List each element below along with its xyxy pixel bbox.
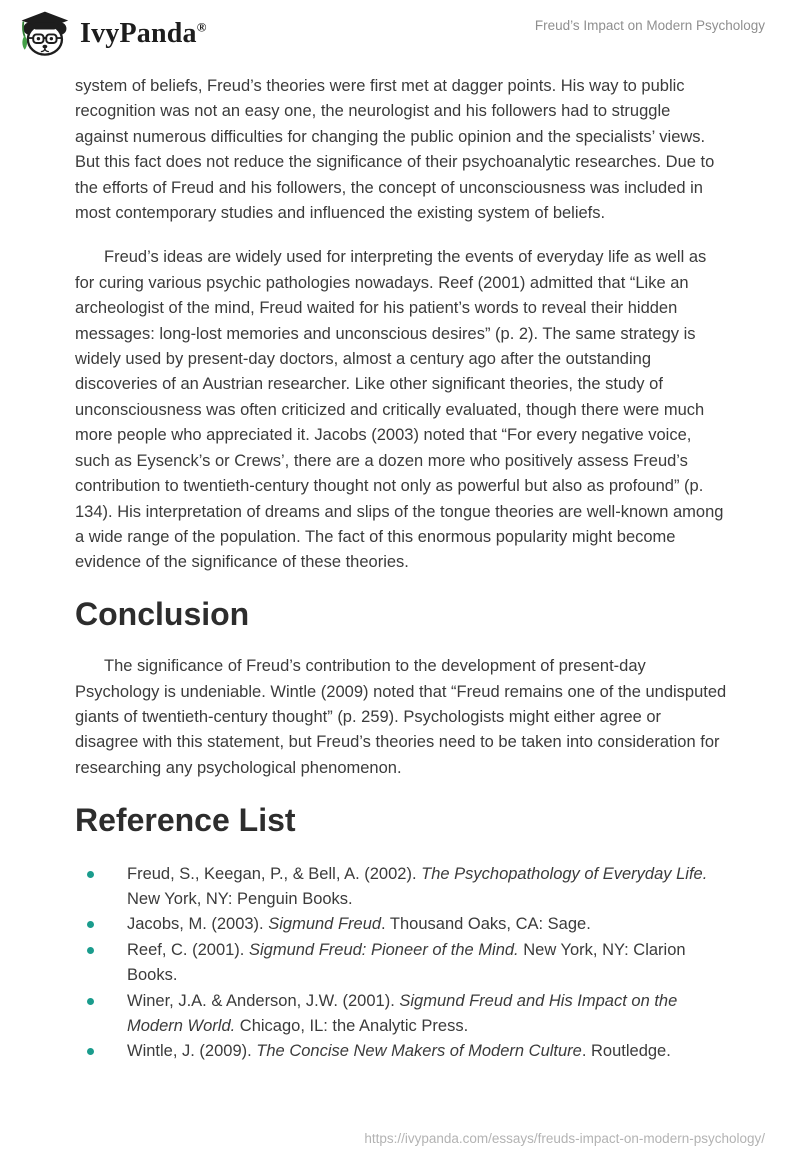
document-title: Freud’s Impact on Modern Psychology [534,18,765,33]
conclusion-heading: Conclusion [75,595,250,632]
reference-list [75,862,728,1065]
reference-title: Sigmund Freud and His Impact on the Modern World. [127,991,678,1035]
reference-title: Sigmund Freud [268,915,382,934]
reference-text: . Thousand Oaks, CA: Sage. [381,915,591,934]
conclusion-paragraph: The significance of Freud’s contribution to the development of present-day Psychology is undeniable. Wintle (2009) noted that “Freud remains one of the undisputed giants of twentieth-century thought” (p. 259). Psychologists might either agree or disagree with this statement, but Freud’s theories need to be taken into consideration for researching any psychological phenomenon. [75,657,727,777]
brand-name: IvyPanda® [80,18,207,49]
reference-item [75,862,728,913]
registered-mark: ® [196,19,207,35]
bullet-icon [87,998,94,1005]
reference-title: Sigmund Freud: Pioneer of the Mind. [248,940,519,959]
bullet-icon [87,947,94,954]
reference-text: New York, NY: Penguin Books. [127,889,353,908]
reference-text: . Routledge. [581,1042,671,1061]
reference-text: Winer, J.A. & Anderson, J.W. (2001). [127,991,400,1010]
body-paragraph: Freud’s ideas are widely used for interpreting the events of everyday life as well as for curing various psychic pathologies nowadays. Reef (2001) admitted that “Like an archeologist of the mind, Freud waited for his patient’s words to reveal their hidden messages: long-lost memories and unconscious desires” (p. 2). The same strategy is widely used by present-day doctors, almost a century ago after the outstanding discoveries of an Austrian researcher. Like other significant theories, the study of unconsciousness was often criticized and critically evaluated, though there were much more people who appreciated it. Jacobs (2003) noted that “For every negative voice, such as Eysenck’s or Crews’, there are a dozen more who positively assess Freud’s contribution to twentieth-century thought not only as powerful but also as profound” (p. 134). His interpretation of dreams and slips of the tongue theories are well-known among a wide range of the population. The fact of this enormous popularity might become evidence of the significance of these theories. [75,248,724,572]
source-url[interactable]: https://ivypanda.com/essays/freuds-impact-on-modern-psychology/ [364,1131,765,1146]
reference-item [75,912,728,937]
bullet-icon [87,1048,94,1055]
reference-item [75,1039,728,1064]
reference-text: Chicago, IL: the Analytic Press. [235,1016,469,1035]
reference-text: Wintle, J. (2009). [127,1042,257,1061]
reference-text: Reef, C. (2001). [127,940,249,959]
essay-body [0,58,800,1065]
bullet-icon [87,921,94,928]
reference-item [75,938,728,989]
brand-logo[interactable] [18,10,207,58]
reference-list-heading: Reference List [75,802,296,839]
reference-text: New York, NY: Clarion Books. [127,940,686,985]
reference-title: The Psychopathology of Everyday Life. [421,864,708,883]
reference-text: Jacobs, M. (2003). [127,915,269,934]
page-header [0,0,800,58]
reference-item [75,989,728,1040]
body-paragraph: system of beliefs, Freud’s theories were first met at dagger points. His way to public recognition was not an easy one, the neurologist and his followers had to struggle against numerous difficulties for changing the public opinion and the specialists’ views. But this fact does not reduce the significance of their psychoanalytic researches. Due to the efforts of Freud and his followers, the concept of unconsciousness was included in most contemporary studies and influenced the existing system of beliefs. [75,77,715,223]
reference-title: The Concise New Makers of Modern Culture [256,1042,582,1061]
reference-text: Freud, S., Keegan, P., & Bell, A. (2002). [127,864,422,883]
bullet-icon [87,871,94,878]
panda-graduate-icon [18,10,70,58]
